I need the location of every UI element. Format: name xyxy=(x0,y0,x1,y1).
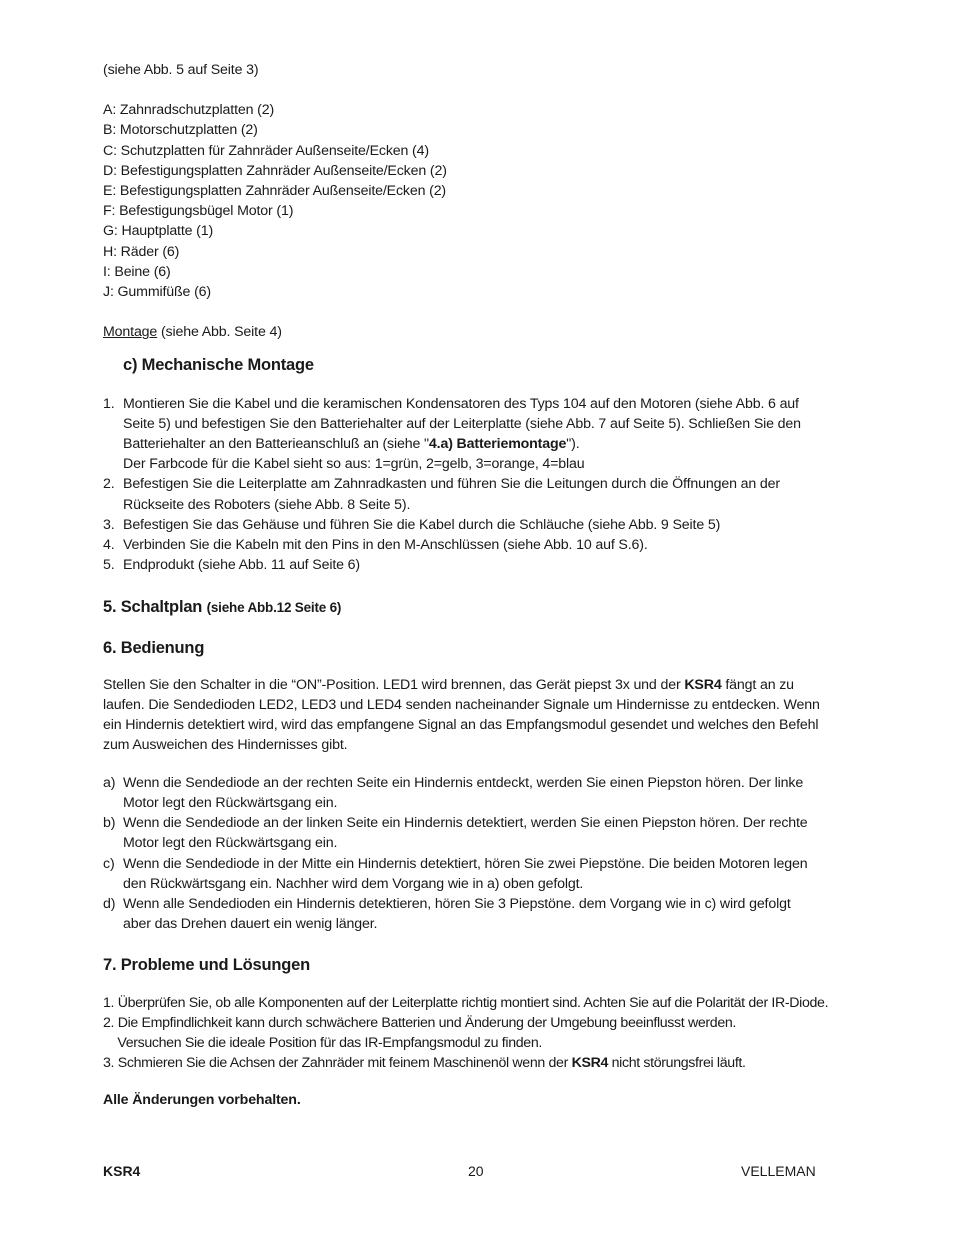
paragraph-text: fängt an zu xyxy=(721,676,794,693)
battery-mount-ref: 4.a) Batteriemontage xyxy=(428,436,567,453)
step-text: Verbinden Sie die Kabeln mit den Pins in den M-Anschlüssen (siehe Abb. 10 auf S.6). xyxy=(123,537,648,554)
montage-reference-text: (siehe Abb. Seite 4) xyxy=(157,324,282,341)
list-letter: d) xyxy=(103,895,116,912)
step-text: Endprodukt (siehe Abb. 11 auf Seite 6) xyxy=(123,557,360,574)
operation-paragraph xyxy=(103,675,863,756)
troubleshooting-line xyxy=(103,1053,863,1073)
footer-product-code: KSR4 xyxy=(103,1163,141,1179)
product-code: KSR4 xyxy=(684,676,722,693)
step-text: Rückseite des Roboters (siehe Abb. 8 Seite 5). xyxy=(123,496,411,513)
parts-list-item: H: Räder (6) xyxy=(103,243,180,260)
step-text: Befestigen Sie das Gehäuse und führen Sie die Kabel durch die Schläuche (siehe Abb. 9 Seite 5) xyxy=(123,516,721,533)
case-text: Motor legt den Rückwärtsgang ein. xyxy=(123,794,338,811)
list-number: 2. xyxy=(103,476,115,493)
section-5-heading xyxy=(103,597,863,618)
step-text-part: "). xyxy=(566,436,580,453)
mechanical-assembly-heading: c) Mechanische Montage xyxy=(123,356,314,375)
parts-list-item: F: Befestigungsbügel Motor (1) xyxy=(103,203,294,220)
troubleshooting-list xyxy=(103,993,863,1074)
product-code: KSR4 xyxy=(571,1055,609,1072)
step-text: Der Farbcode für die Kabel sieht so aus: 1=grün, 2=gelb, 3=orange, 4=blau xyxy=(123,456,585,473)
footer-brand: VELLEMAN xyxy=(741,1163,816,1179)
montage-reference xyxy=(103,322,863,342)
step-text: Befestigen Sie die Leiterplatte am Zahnradkasten und führen Sie die Leitungen durch die Öffnungen an der xyxy=(123,476,780,493)
case-text: Wenn alle Sendedioden ein Hindernis detektieren, hören Sie 3 Piepstöne. dem Vorgang wie in c) wird gefolgt xyxy=(123,895,791,912)
closing-note: Alle Änderungen vorbehalten. xyxy=(103,1092,301,1109)
intro-reference: (siehe Abb. 5 auf Seite 3) xyxy=(103,62,259,78)
list-item xyxy=(103,773,863,813)
parts-list xyxy=(103,100,863,302)
list-number: 3. xyxy=(103,516,115,533)
list-item xyxy=(103,813,863,853)
paragraph-line: ein Hindernis detektiert wird, wird das empfangene Signal an das Empfangsmodul gesendet und welches den Befehl xyxy=(103,717,819,734)
list-item xyxy=(103,474,863,514)
operation-cases-list xyxy=(103,773,863,935)
troubleshooting-line: 1. Überprüfen Sie, ob alle Komponenten auf der Leiterplatte richtig montiert sind. Achten Sie auf die Polarität der IR-Diode. xyxy=(103,994,829,1011)
parts-list-item: G: Hauptplatte (1) xyxy=(103,223,214,240)
troubleshooting-line: Versuchen Sie die ideale Position für das IR-Empfangsmodul zu finden. xyxy=(103,1034,542,1051)
list-item xyxy=(103,555,863,575)
list-number: 5. xyxy=(103,557,115,574)
parts-list-item: E: Befestigungsplatten Zahnräder Außenseite/Ecken (2) xyxy=(103,183,447,200)
case-text: Wenn die Sendediode an der linken Seite ein Hindernis detektiert, werden Sie einen Piepston hören. Der rechte xyxy=(123,815,808,832)
step-text-part: Batteriehalter an den Batterieanschluß an (siehe " xyxy=(123,436,429,453)
section-title: 5. Schaltplan xyxy=(103,598,203,617)
parts-list-item: I: Beine (6) xyxy=(103,263,171,280)
paragraph-line xyxy=(103,675,863,695)
case-text: Motor legt den Rückwärtsgang ein. xyxy=(123,835,338,852)
mechanical-steps-list xyxy=(103,394,863,576)
list-letter: c) xyxy=(103,855,115,872)
list-number: 1. xyxy=(103,395,115,412)
list-number: 4. xyxy=(103,537,115,554)
parts-list-item: J: Gummifüße (6) xyxy=(103,284,211,301)
paragraph-text: Stellen Sie den Schalter in die “ON”-Position. LED1 wird brennen, das Gerät piepst 3x und der xyxy=(103,676,685,693)
list-item xyxy=(103,515,863,535)
case-text: aber das Drehen dauert ein wenig länger. xyxy=(123,916,378,933)
section-7-heading: 7. Probleme und Lösungen xyxy=(103,956,310,975)
document-page xyxy=(103,60,863,1111)
paragraph-line: zum Ausweichen des Hindernisses gibt. xyxy=(103,737,348,754)
step-text: Montieren Sie die Kabel und die keramischen Kondensatoren des Typs 104 auf den Motoren (siehe Abb. 6 auf xyxy=(123,395,799,412)
list-item xyxy=(103,535,863,555)
parts-list-item: D: Befestigungsplatten Zahnräder Außenseite/Ecken (2) xyxy=(103,162,447,179)
case-text: Wenn die Sendediode in der Mitte ein Hindernis detektiert, hören Sie zwei Piepstöne. Die beiden Motoren legen xyxy=(123,855,808,872)
step-text xyxy=(123,434,863,454)
section-6-heading: 6. Bedienung xyxy=(103,638,205,657)
troubleshooting-text: 3. Schmieren Sie die Achsen der Zahnräder mit feinem Maschinenöl wenn der xyxy=(103,1055,572,1072)
troubleshooting-text: nicht störungsfrei läuft. xyxy=(608,1055,746,1072)
step-text: Seite 5) und befestigen Sie den Batteriehalter auf der Leiterplatte (siehe Abb. 7 auf Seite 5). Schließen Sie den xyxy=(123,415,801,432)
list-item xyxy=(103,854,863,894)
list-item xyxy=(103,894,863,934)
list-letter: b) xyxy=(103,815,116,832)
paragraph-line: laufen. Die Sendedioden LED2, LED3 und LED4 senden nacheinander Signale um Hindernisse zu entdecken. Wenn xyxy=(103,697,820,714)
section-reference: (siehe Abb.12 Seite 6) xyxy=(206,600,342,616)
list-letter: a) xyxy=(103,774,116,791)
parts-list-item: C: Schutzplatten für Zahnräder Außenseite/Ecken (4) xyxy=(103,142,429,159)
footer-page-number: 20 xyxy=(468,1163,484,1179)
troubleshooting-line: 2. Die Empfindlichkeit kann durch schwächere Batterien und Änderung der Umgebung beeinflusst werden. xyxy=(103,1014,736,1031)
parts-list-item: A: Zahnradschutzplatten (2) xyxy=(103,102,275,119)
list-item xyxy=(103,394,863,475)
case-text: Wenn die Sendediode an der rechten Seite ein Hindernis entdeckt, werden Sie einen Piepston hören. Der linke xyxy=(123,774,804,791)
case-text: den Rückwärtsgang ein. Nachher wird dem Vorgang wie in a) oben gefolgt. xyxy=(123,875,584,892)
montage-label: Montage xyxy=(103,324,158,341)
parts-list-item: B: Motorschutzplatten (2) xyxy=(103,122,258,139)
